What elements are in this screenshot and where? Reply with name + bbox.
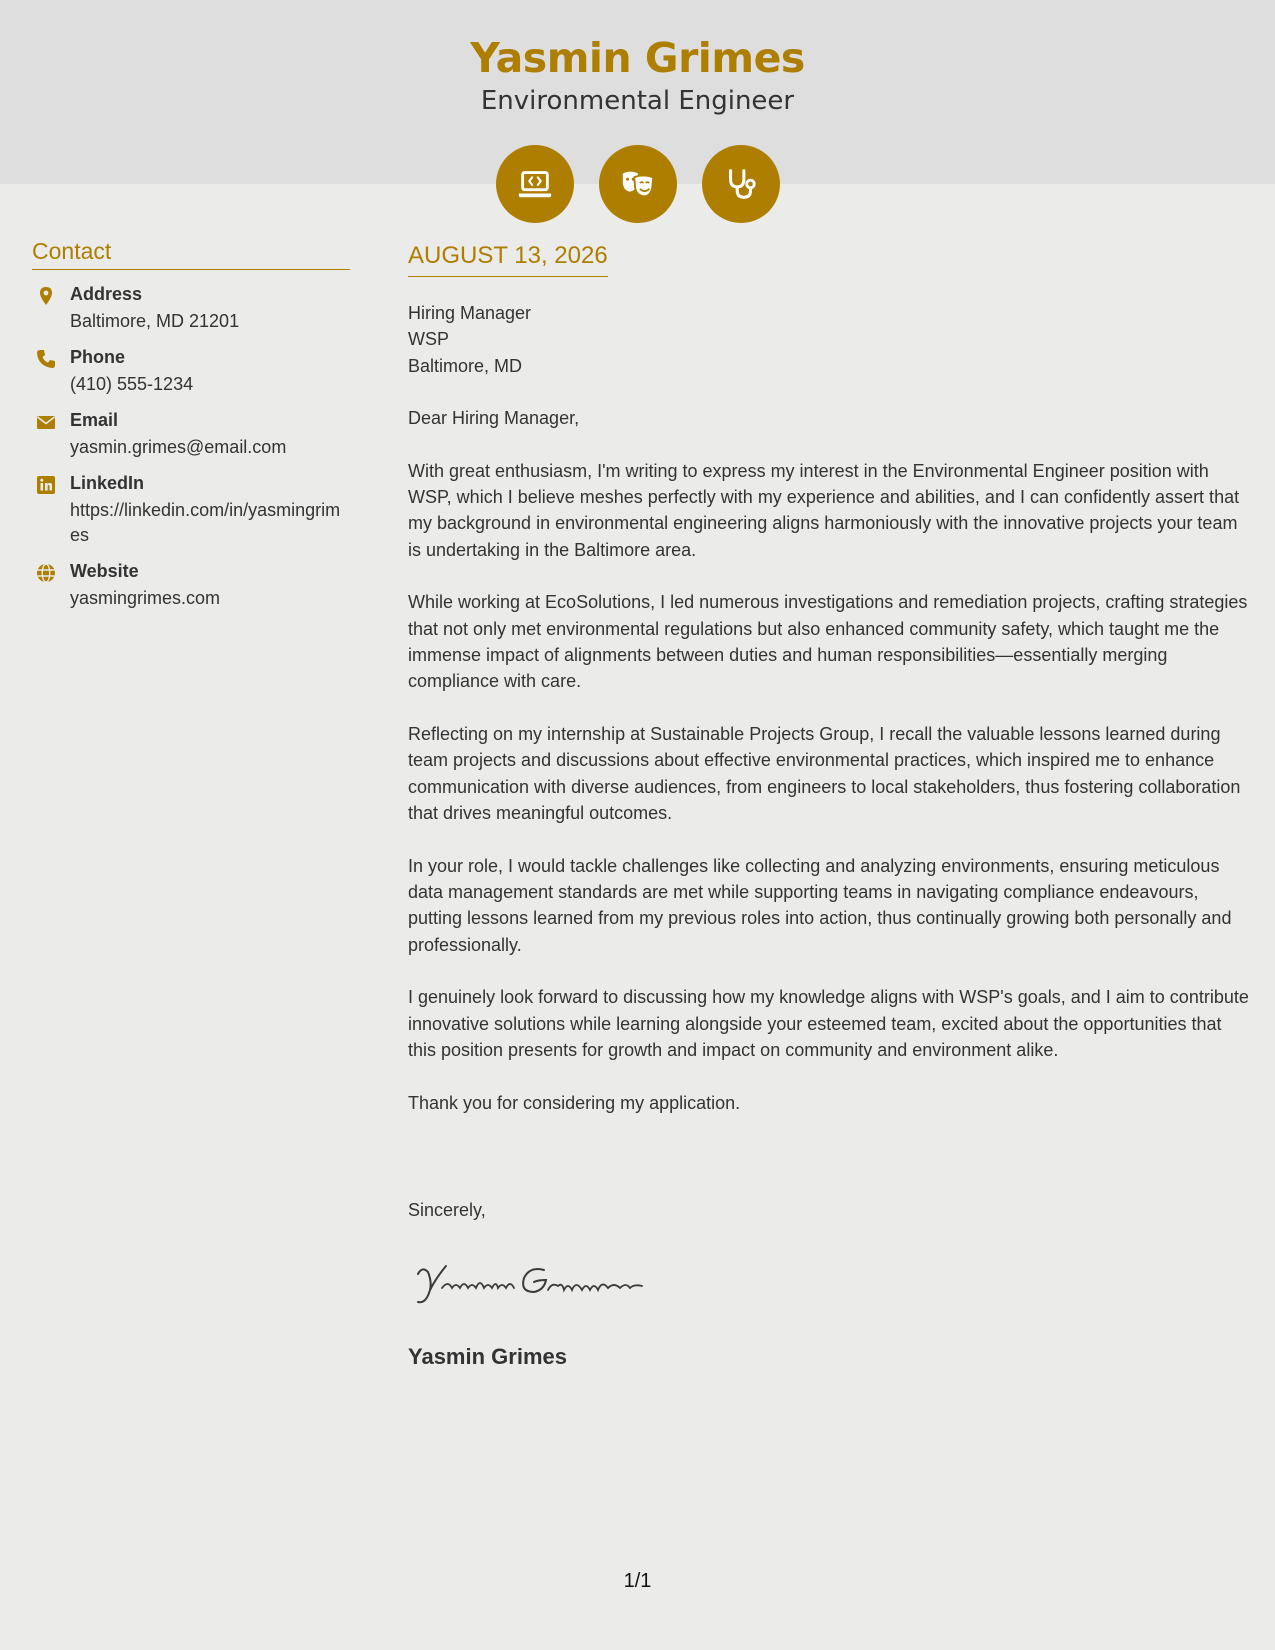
applicant-name: Yasmin Grimes [470, 34, 805, 82]
signer-name: Yasmin Grimes [408, 1344, 567, 1369]
globe-icon [36, 563, 56, 583]
theater-masks-icon [599, 145, 677, 223]
recipient-line: Hiring Manager [408, 303, 532, 323]
recipient-line: WSP [408, 329, 450, 350]
handwritten-signature [412, 1252, 662, 1312]
map-pin-icon [36, 286, 56, 306]
letter-paragraph: With great enthusiasm, I'm writing to express my interest in the Environmental Engineer position with WSP, which I believe meshes perfectly with my experience and abilities, and I can confidently assert that my background in environmental engineering aligns harmoniously with the innovative projects your team is undertaking in the Baltimore area. [408, 460, 1240, 560]
linkedin-icon [36, 475, 56, 495]
contact-heading: Contact [32, 238, 350, 270]
letter-body [408, 300, 1254, 1143]
closing: Sincerely, [408, 1200, 486, 1220]
laptop-code-icon [496, 145, 574, 223]
contact-label: Phone [70, 347, 126, 367]
letter-paragraph: Reflecting on my internship at Sustainable Projects Group, I recall the valuable lessons learned during team projects and discussions about effective environmental practices, which inspired me to enhance communication with diverse audiences, from engineers to local stakeholders, thus fostering collaboration that drives meaningful outcomes. [408, 724, 1241, 823]
recipient-line: Baltimore, MD [408, 355, 523, 376]
address-value: Baltimore, MD 21201 [70, 311, 240, 331]
contact-label: Address [70, 284, 143, 304]
contact-label: Website [70, 561, 139, 581]
email-value[interactable]: yasmin.grimes@email.com [70, 437, 287, 457]
page-number: 1/1 [623, 1570, 652, 1592]
stethoscope-icon [702, 145, 780, 223]
letter-paragraph: While working at EcoSolutions, I led numerous investigations and remediation projects, crafting strategies that not only met environmental regulations but also enhanced community safety, which taught me the immense impact of alignments between duties and human responsibilities—essentially merging compliance with care. [408, 592, 1248, 692]
envelope-icon [36, 412, 56, 432]
phone-icon [36, 349, 56, 369]
linkedin-value[interactable]: https://linkedin.com/in/yasmingrimes [70, 500, 341, 545]
letter-paragraph: Thank you for considering my application. [408, 1092, 741, 1113]
phone-value: (410) 555-1234 [70, 374, 194, 394]
letter-date: AUGUST 13, 2026 [408, 242, 608, 277]
website-value[interactable]: yasmingrimes.com [70, 588, 221, 608]
contact-label: Email [70, 410, 119, 430]
letter-paragraph: I genuinely look forward to discussing how my knowledge aligns with WSP's goals, and I aim to contribute innovative solutions while learning alongside your esteemed team, excited about the opportunities that this position presents for growth and impact on community and environment alike. [408, 987, 1249, 1061]
greeting: Dear Hiring Manager, [408, 407, 580, 428]
recipient-block [408, 300, 1254, 379]
applicant-title: Environmental Engineer [480, 86, 795, 116]
letter-paragraph: In your role, I would tackle challenges like collecting and analyzing environments, ensuring meticulous data management standards are met while supporting teams in navigating compliance endeavours, putting lessons learned from my previous roles into action, thus continually growing both personally and professionally. [408, 855, 1232, 955]
contact-label: LinkedIn [70, 473, 145, 493]
